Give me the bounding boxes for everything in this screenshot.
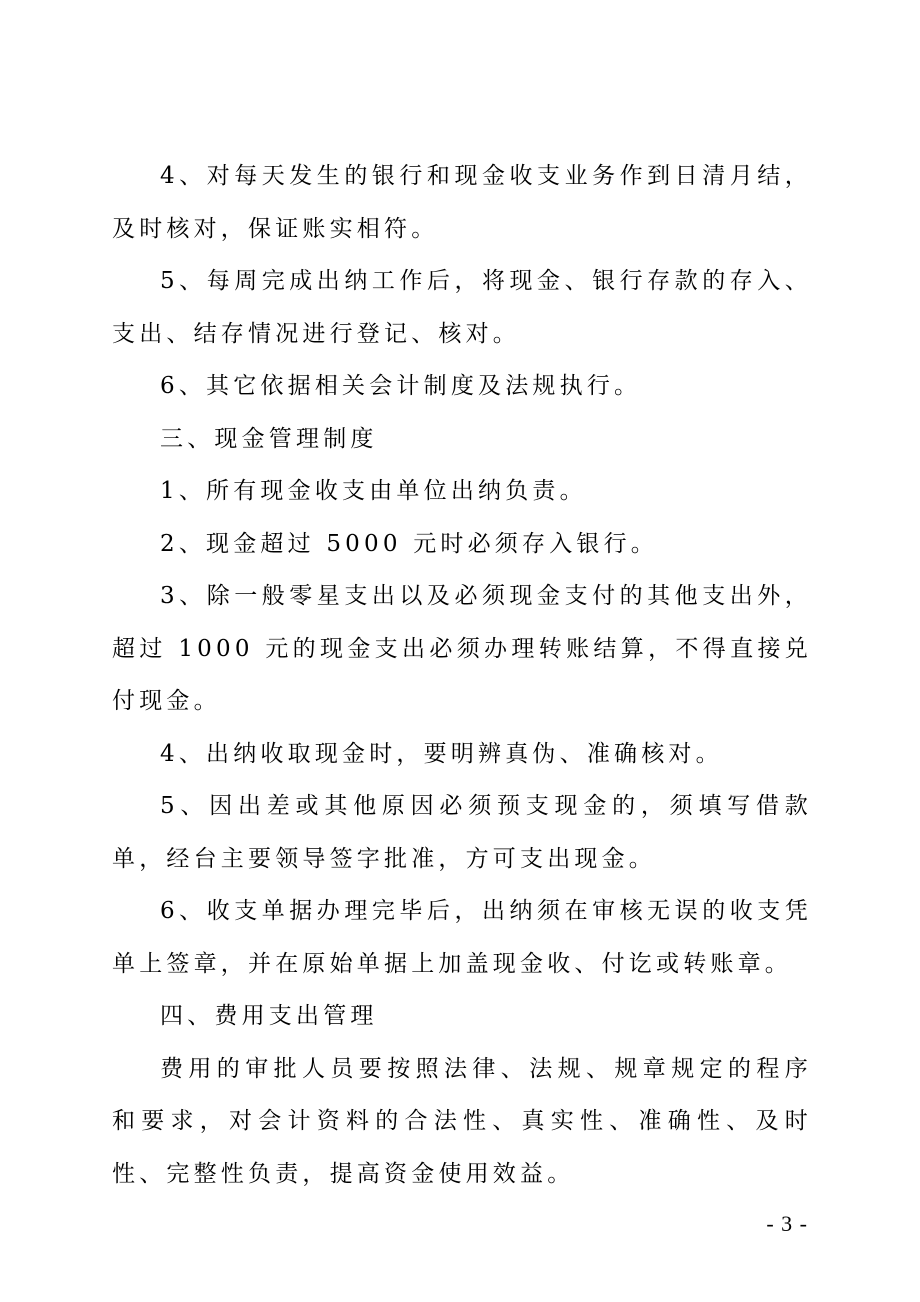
paragraph-cashier-responsible: 1、所有现金收支由单位出纳负责。 xyxy=(160,478,587,504)
paragraph-transfer-over-1000: 3、除一般零星支出以及必须现金支付的其他支出外，超过 1000 元的现金支出必须办理转账结算，不得直接兑付现金。 xyxy=(112,583,812,714)
paragraph-verify-cash: 4、出纳收取现金时，要明辨真伪、准确核对。 xyxy=(160,740,723,767)
section-heading-expense-management: 四、费用支出管理 xyxy=(160,1003,378,1029)
paragraph-other-regulations: 6、其它依据相关会计制度及法规执行。 xyxy=(160,373,642,399)
page-number: - 3 - xyxy=(766,1211,808,1236)
document-body xyxy=(112,150,812,1200)
paragraph-weekly-registration: 5、每周完成出纳工作后，将现金、银行存款的存入、支出、结存情况进行登记、核对。 xyxy=(112,268,812,347)
paragraph-expense-approval: 费用的审批人员要按照法律、法规、规章规定的程序和要求，对会计资料的合法性、真实性、准确性、及时性、完整性负责，提高资金使用效益。 xyxy=(112,1055,812,1187)
paragraph-deposit-over-5000: 2、现金超过 5000 元时必须存入银行。 xyxy=(160,530,658,557)
paragraph-voucher-stamp: 6、收支单据办理完毕后，出纳须在审核无误的收支凭单上签章，并在原始单据上加盖现金收、付讫或转账章。 xyxy=(112,898,812,977)
paragraph-cash-bank-daily-reconcile: 4、对每天发生的银行和现金收支业务作到日清月结，及时核对，保证账实相符。 xyxy=(112,163,812,242)
section-heading-cash-management: 三、现金管理制度 xyxy=(160,425,378,452)
paragraph-advance-cash-loan: 5、因出差或其他原因必须预支现金的，须填写借款单，经台主要领导签字批准，方可支出现金。 xyxy=(112,793,812,872)
